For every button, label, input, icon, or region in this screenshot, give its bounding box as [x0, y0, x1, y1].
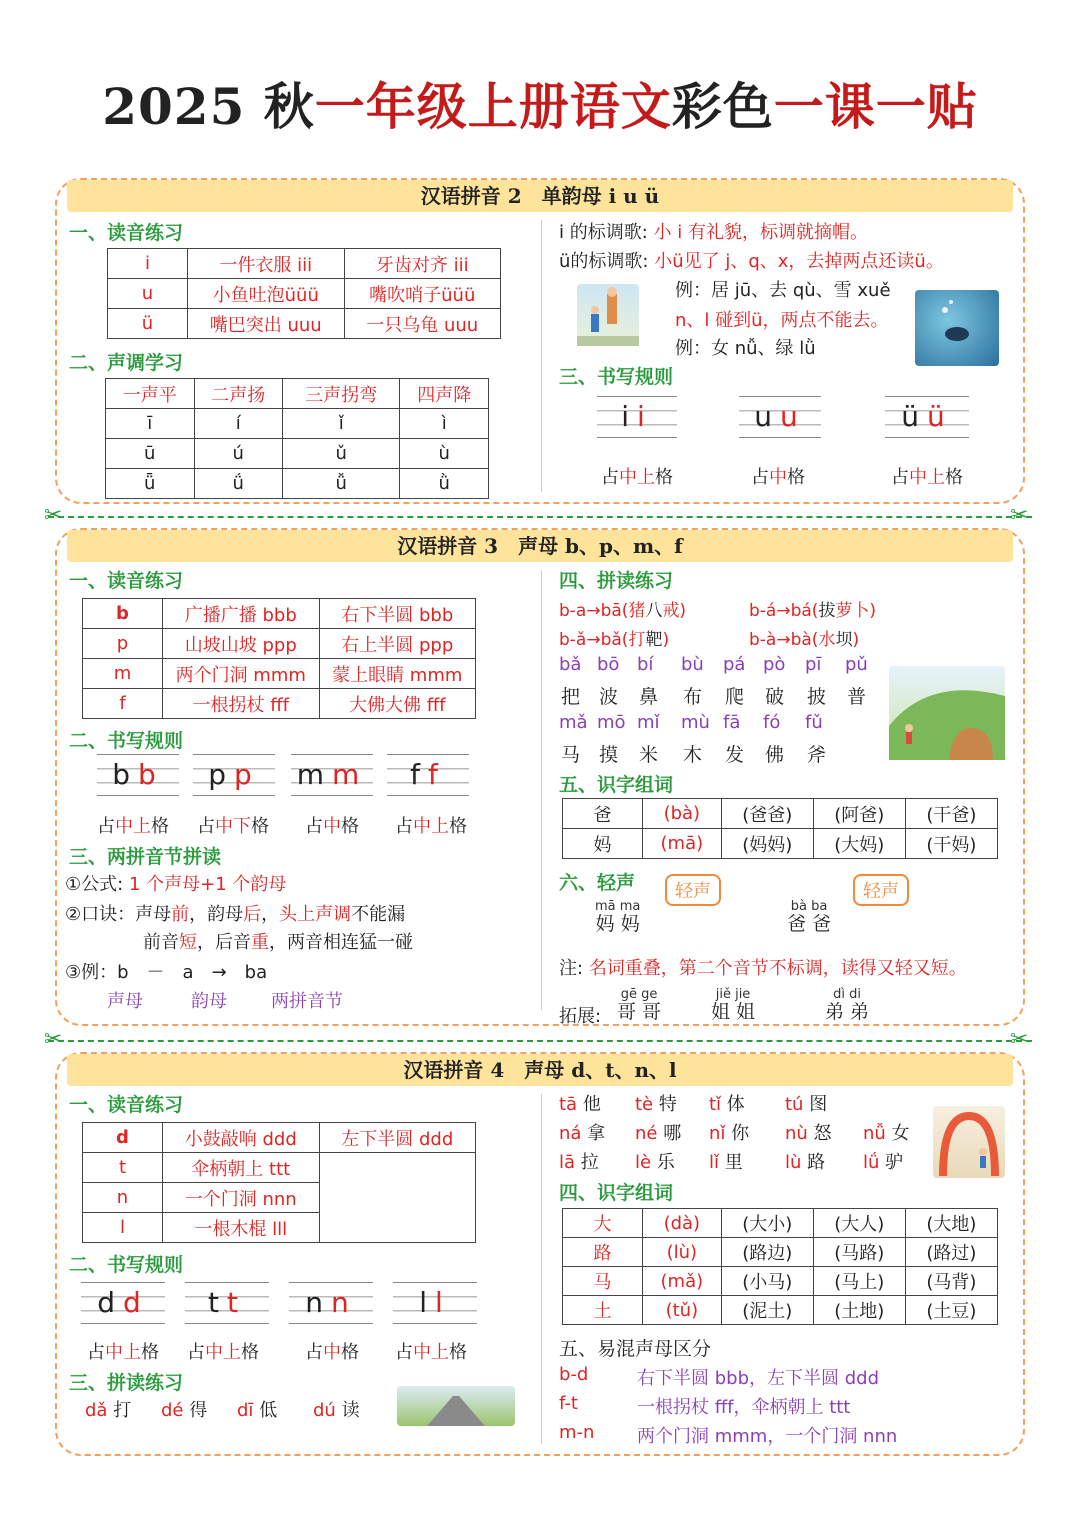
pinyin-syllable: tǐ: [709, 1094, 722, 1115]
section-heading: 六、轻声: [559, 872, 636, 894]
grid-caption: 占中上格: [97, 816, 169, 837]
reading-table: [82, 1122, 476, 1243]
lesson-3-card: [55, 528, 1025, 1026]
section-heading: 二、书写规则: [69, 1254, 184, 1276]
confusable-part: 一根拐杖 fff，: [637, 1397, 752, 1418]
writing-grid: bb: [97, 754, 179, 796]
table-cell: (mǎ): [643, 1267, 722, 1296]
pinyin-syllable: lǘ: [863, 1152, 880, 1173]
hanzi-char: 布: [683, 686, 703, 708]
table-cell: 伞柄朝上 ttt: [163, 1153, 320, 1183]
pinyin-hanzi-item: [709, 1119, 749, 1148]
table-cell: n: [83, 1183, 163, 1213]
pinyin-hanzi-item: [785, 1119, 832, 1148]
hanzi-char: 他: [577, 1094, 601, 1115]
neutral-tone-bubble: 轻声: [853, 874, 909, 906]
section-heading: 四、拼读练习: [559, 570, 674, 592]
section-heading: 三、拼读练习: [69, 1372, 184, 1394]
syllable-label: 韵母: [191, 991, 227, 1012]
hanzi-char: 特: [653, 1094, 677, 1115]
table-cell: ī: [106, 409, 195, 439]
pinyin-syllable: lǐ: [709, 1152, 720, 1173]
hanzi-char: 女: [885, 1123, 910, 1144]
scissors-icon: ✂: [1010, 503, 1029, 528]
writing-grid: mm: [291, 754, 373, 796]
table-cell: (干爸): [905, 799, 997, 829]
table-cell: 嘴巴突出 uuu: [188, 309, 345, 339]
table-cell: í: [194, 409, 283, 439]
note-line: 注: 名词重叠，第二个音节不标调，读得又轻又短。: [559, 958, 967, 979]
table-cell: d: [83, 1123, 163, 1153]
hanzi-char: 你: [725, 1123, 750, 1144]
table-cell: l: [83, 1213, 163, 1243]
table-cell: ǘ: [194, 469, 283, 499]
lesson-2-card: [55, 178, 1025, 504]
reading-table: [107, 248, 501, 339]
table-cell: i: [108, 249, 188, 279]
table-cell: ǐ: [283, 409, 400, 439]
table-cell: 一只乌龟 uuu: [344, 309, 501, 339]
spell-item: [237, 1396, 277, 1422]
scissors-icon: ✂: [44, 503, 63, 528]
table-cell: 大: [563, 1209, 643, 1238]
table-cell: u: [108, 279, 188, 309]
hanzi-char: 路: [801, 1152, 826, 1173]
spell-practice: b-ǎ→bǎ(打靶): [559, 630, 670, 650]
pinyin-syllable: lā: [559, 1152, 576, 1173]
table-cell: (大地): [905, 1209, 997, 1238]
rhyme-line: ②口诀：声母前，韵母后，头上声调不能漏: [65, 904, 406, 925]
lesson-4-card: [55, 1052, 1025, 1456]
table-cell: 路: [563, 1238, 643, 1267]
illustration-image: [933, 1106, 1005, 1178]
grid-caption: 占中格: [305, 816, 359, 837]
table-cell: (tǔ): [643, 1296, 722, 1325]
spell-practice: b-á→bá(拔萝卜): [749, 601, 877, 621]
word-with-pinyin: gē ge 哥 哥: [617, 987, 662, 1023]
grid-caption: 占中下格: [197, 816, 269, 837]
hanzi-char: 披: [807, 686, 827, 708]
writing-grid: uu: [739, 396, 821, 438]
table-cell: ú: [194, 439, 283, 469]
pinyin-syllable: ná: [559, 1123, 582, 1144]
pinyin-syllable: pò: [763, 654, 786, 675]
table-cell: 三声拐弯: [283, 379, 400, 409]
pinyin-hanzi-item: [635, 1148, 675, 1177]
example-2: 例：女 nǚ、绿 lǜ: [675, 338, 816, 359]
pinyin-syllable: dī: [237, 1400, 254, 1421]
pinyin-hanzi-item: [559, 1090, 601, 1119]
table-cell: (路过): [905, 1238, 997, 1267]
table-cell: t: [83, 1153, 163, 1183]
hanzi-char: 爬: [725, 686, 745, 708]
pinyin-syllable: bí: [637, 654, 654, 675]
pinyin-syllable: lù: [785, 1152, 802, 1173]
grid-caption: 占中格: [305, 1342, 359, 1363]
pinyin-syllable: lè: [635, 1152, 652, 1173]
road-illustration-image: [397, 1386, 515, 1426]
pinyin-syllable: dé: [161, 1400, 184, 1421]
table-cell: 两个门洞 mmm: [163, 659, 320, 689]
table-cell: 马: [563, 1267, 643, 1296]
pinyin-syllable: bù: [681, 654, 704, 675]
table-cell: (妈妈): [721, 829, 813, 859]
hanzi-char: 斧: [807, 744, 827, 766]
lesson-3-header: 汉语拼音 3 声母 b、p、m、f: [67, 530, 1013, 562]
pinyin-hanzi-item: [863, 1148, 903, 1177]
table-cell: (mā): [643, 829, 722, 859]
hanzi-char: 摸: [599, 744, 619, 766]
pinyin-syllable: nù: [785, 1123, 808, 1144]
column-divider: [541, 570, 542, 1010]
section-heading: 一、读音练习: [69, 570, 184, 592]
table-row: [563, 1267, 998, 1296]
pinyin-syllable: tú: [785, 1094, 804, 1115]
table-cell: 爸: [563, 799, 643, 829]
writing-grid: nn: [289, 1282, 373, 1324]
confusable-pair: f-t: [559, 1393, 578, 1414]
word-table: [562, 1208, 998, 1325]
confusable-pair: m-n: [559, 1422, 595, 1443]
pinyin-hanzi-item: [709, 1148, 743, 1177]
hanzi-char: 拿: [581, 1123, 606, 1144]
pinyin-syllable: tā: [559, 1094, 578, 1115]
table-cell: 左下半圆 ddd: [319, 1123, 476, 1153]
writing-grid: ii: [597, 396, 677, 438]
table-cell: ū: [106, 439, 195, 469]
table-cell: (bà): [643, 799, 722, 829]
reading-table: [82, 598, 476, 719]
table-cell: ǔ: [283, 439, 400, 469]
hanzi-char: 佛: [765, 744, 785, 766]
pinyin-syllable: mō: [597, 712, 626, 733]
hanzi-char: 怒: [807, 1123, 832, 1144]
table-cell: ǜ: [400, 469, 489, 499]
table-cell: 大佛大佛 fff: [319, 689, 476, 719]
table-cell: 蒙上眼睛 mmm: [319, 659, 476, 689]
pinyin-hanzi-item: [635, 1090, 677, 1119]
table-cell: (马路): [813, 1238, 905, 1267]
table-row: [563, 1296, 998, 1325]
scissors-icon: ✂: [1010, 1027, 1029, 1052]
pinyin-syllable: fā: [723, 712, 741, 733]
illustration-image: [889, 666, 1005, 760]
writing-grid: dd: [81, 1282, 165, 1324]
spell-item: [313, 1396, 360, 1422]
cut-line: [48, 516, 1032, 518]
table-cell: (干妈): [905, 829, 997, 859]
table-cell: ù: [400, 439, 489, 469]
spell-item: [161, 1396, 207, 1422]
pinyin-syllable: fó: [763, 712, 781, 733]
table-cell: 牙齿对齐 iii: [344, 249, 501, 279]
section-heading: 三、书写规则: [559, 366, 674, 388]
table-row: [563, 1209, 998, 1238]
cut-line: [48, 1040, 1032, 1042]
pinyin-hanzi-item: [785, 1148, 825, 1177]
table-cell: 土: [563, 1296, 643, 1325]
pinyin-syllable: nǐ: [709, 1123, 726, 1144]
table-cell: [319, 1183, 476, 1213]
table-cell: 妈: [563, 829, 643, 859]
table-cell: 四声降: [400, 379, 489, 409]
pinyin-syllable: pī: [805, 654, 822, 675]
table-cell: 山坡山坡 ppp: [163, 629, 320, 659]
hanzi-char: 波: [599, 686, 619, 708]
word-with-pinyin: dì di 弟 弟: [825, 987, 870, 1023]
lesson-2-header: 汉语拼音 2 单韵母 i u ü: [67, 180, 1013, 212]
grid-caption: 占中上格: [87, 1342, 159, 1363]
hanzi-char: 鼻: [639, 686, 659, 708]
table-cell: 小鱼吐泡üüü: [188, 279, 345, 309]
syllable-label: 声母: [107, 991, 143, 1012]
table-cell: p: [83, 629, 163, 659]
table-cell: 广播广播 bbb: [163, 599, 320, 629]
writing-grid: üü: [885, 396, 969, 438]
hanzi-char: 把: [561, 686, 581, 708]
writing-grid: tt: [185, 1282, 269, 1324]
fish-illustration-image: [915, 290, 999, 366]
pinyin-hanzi-item: [559, 1148, 599, 1177]
table-cell: [319, 1153, 476, 1183]
pinyin-syllable: pǔ: [845, 654, 868, 675]
hanzi-char: 乐: [651, 1152, 675, 1173]
tone-table: [105, 378, 489, 499]
hanzi-char: 里: [719, 1152, 743, 1173]
hanzi-char: 低: [253, 1400, 278, 1421]
confusable-desc: [637, 1393, 850, 1419]
section-heading: 五、识字组词: [559, 774, 674, 796]
hanzi-char: 打: [107, 1400, 132, 1421]
pinyin-syllable: dǎ: [85, 1400, 108, 1421]
hanzi-char: 图: [803, 1094, 828, 1115]
pinyin-syllable: fǔ: [805, 712, 823, 733]
table-cell: (马上): [813, 1267, 905, 1296]
hanzi-char: 发: [725, 744, 745, 766]
word-with-pinyin: mā ma 妈 妈: [595, 899, 641, 935]
lesson-4-header: 汉语拼音 4 声母 d、t、n、l: [67, 1054, 1013, 1086]
table-cell: ü: [108, 309, 188, 339]
hanzi-char: 哪: [657, 1123, 682, 1144]
pinyin-syllable: nǚ: [863, 1123, 886, 1144]
table-cell: 一个门洞 nnn: [163, 1183, 320, 1213]
formula-line: ①公式: 1 个声母+1 个韵母: [65, 874, 287, 895]
table-cell: (大人): [813, 1209, 905, 1238]
table-cell: 一根拐杖 fff: [163, 689, 320, 719]
table-cell: (lù): [643, 1238, 722, 1267]
table-cell: (路边): [721, 1238, 813, 1267]
extension-label: 拓展:: [559, 1006, 602, 1027]
table-cell: 小鼓敲响 ddd: [163, 1123, 320, 1153]
spell-practice: b-a→bā(猪八戒): [559, 601, 687, 621]
grid-caption: 占中格: [751, 467, 805, 488]
pinyin-hanzi-item: [709, 1090, 745, 1119]
table-cell: 一根木棍 lll: [163, 1213, 320, 1243]
word-with-pinyin: bà ba 爸 爸: [787, 899, 832, 935]
column-divider: [541, 220, 542, 492]
spell-practice: b-à→bà(水坝): [749, 630, 860, 650]
writing-grid: ff: [387, 754, 469, 796]
hanzi-char: 马: [561, 744, 581, 766]
tone-song-1: i 的标调歌: 小 i 有礼貌，标调就摘帽。: [559, 222, 868, 243]
pinyin-syllable: mǐ: [637, 712, 660, 733]
example-line: ③例：b － a → ba: [65, 962, 268, 983]
column-divider: [541, 1094, 542, 1444]
pinyin-syllable: mǎ: [559, 712, 588, 733]
hanzi-char: 驴: [879, 1152, 904, 1173]
example-1: 例：居 jū、去 qù、雪 xuě: [675, 280, 891, 301]
table-cell: (土豆): [905, 1296, 997, 1325]
pinyin-syllable: dú: [313, 1400, 336, 1421]
hanzi-char: 体: [721, 1094, 745, 1115]
table-cell: (泥土): [721, 1296, 813, 1325]
table-cell: ǖ: [106, 469, 195, 499]
table-cell: (大妈): [813, 829, 905, 859]
rhyme-line-2: 前音短，后音重，两音相连猛一碰: [143, 932, 413, 953]
pinyin-hanzi-item: [785, 1090, 827, 1119]
table-cell: ǚ: [283, 469, 400, 499]
table-cell: (爸爸): [721, 799, 813, 829]
table-cell: m: [83, 659, 163, 689]
pinyin-hanzi-item: [635, 1119, 681, 1148]
section-heading: 一、读音练习: [69, 1094, 184, 1116]
pinyin-syllable: bō: [597, 654, 620, 675]
table-cell: (马背): [905, 1267, 997, 1296]
confusable-desc: [637, 1422, 897, 1448]
table-cell: (大小): [721, 1209, 813, 1238]
table-cell: b: [83, 599, 163, 629]
table-cell: [319, 1213, 476, 1243]
pinyin-hanzi-item: [863, 1119, 910, 1148]
table-cell: 一件衣服 iii: [188, 249, 345, 279]
hanzi-char: 破: [765, 686, 785, 708]
pinyin-syllable: pá: [723, 654, 746, 675]
section-heading: 三、两拼音节拼读: [69, 846, 222, 868]
section-heading: 二、声调学习: [69, 352, 184, 374]
table-cell: 嘴吹哨子üüü: [344, 279, 501, 309]
table-cell: (土地): [813, 1296, 905, 1325]
hanzi-char: 得: [183, 1400, 208, 1421]
table-cell: f: [83, 689, 163, 719]
scissors-icon: ✂: [44, 1027, 63, 1052]
syllable-label: 两拼音节: [271, 991, 343, 1012]
section-heading: 一、读音练习: [69, 222, 184, 244]
table-cell: (小马): [721, 1267, 813, 1296]
hanzi-char: 拉: [575, 1152, 599, 1173]
grid-caption: 占中上格: [187, 1342, 259, 1363]
grid-caption: 占中上格: [601, 467, 673, 488]
table-cell: (dà): [643, 1209, 722, 1238]
writing-grid: pp: [193, 754, 275, 796]
hanzi-char: 读: [335, 1400, 360, 1421]
hanzi-char: 米: [639, 744, 659, 766]
pinyin-syllable: bǎ: [559, 654, 582, 675]
confusable-part: 两个门洞 mmm，: [637, 1426, 786, 1447]
table-cell: 二声扬: [194, 379, 283, 409]
hanzi-char: 木: [683, 744, 703, 766]
table-cell: 右下半圆 bbb: [319, 599, 476, 629]
confusable-part: 左下半圆 ddd: [767, 1368, 879, 1389]
table-cell: 一声平: [106, 379, 195, 409]
neutral-tone-bubble: 轻声: [665, 874, 721, 906]
page-title: 2025 秋一年级上册语文彩色一课一贴: [102, 77, 978, 136]
table-cell: ì: [400, 409, 489, 439]
grid-caption: 占中上格: [395, 816, 467, 837]
nl-rule: n、l 碰到ü，两点不能去。: [675, 310, 889, 331]
confusable-part: 右下半圆 bbb，: [637, 1368, 767, 1389]
pinyin-hanzi-item: [559, 1119, 605, 1148]
confusable-part: 伞柄朝上 ttt: [751, 1397, 851, 1418]
tone-song-2: ü的标调歌: 小ü见了 j、q、x，去掉两点还读ü。: [559, 251, 944, 272]
table-cell: (阿爸): [813, 799, 905, 829]
grid-caption: 占中上格: [891, 467, 963, 488]
section-heading: 二、书写规则: [69, 730, 184, 752]
section-heading: 四、识字组词: [559, 1182, 674, 1204]
confusable-pair: b-d: [559, 1364, 589, 1385]
pinyin-syllable: mù: [681, 712, 710, 733]
word-table: [562, 798, 998, 859]
pinyin-syllable: tè: [635, 1094, 654, 1115]
table-row: [563, 1238, 998, 1267]
table-cell: 右上半圆 ppp: [319, 629, 476, 659]
hanzi-char: 普: [847, 686, 867, 708]
writing-grid: ll: [393, 1282, 477, 1324]
illustration-image: [577, 284, 639, 346]
spell-item: [85, 1396, 131, 1422]
pinyin-syllable: né: [635, 1123, 658, 1144]
section-heading-plain: 五、易混声母区分: [559, 1338, 712, 1360]
word-with-pinyin: jiě jie 姐 姐: [711, 987, 756, 1023]
grid-caption: 占中上格: [395, 1342, 467, 1363]
confusable-desc: [637, 1364, 879, 1390]
confusable-part: 一个门洞 nnn: [785, 1426, 898, 1447]
